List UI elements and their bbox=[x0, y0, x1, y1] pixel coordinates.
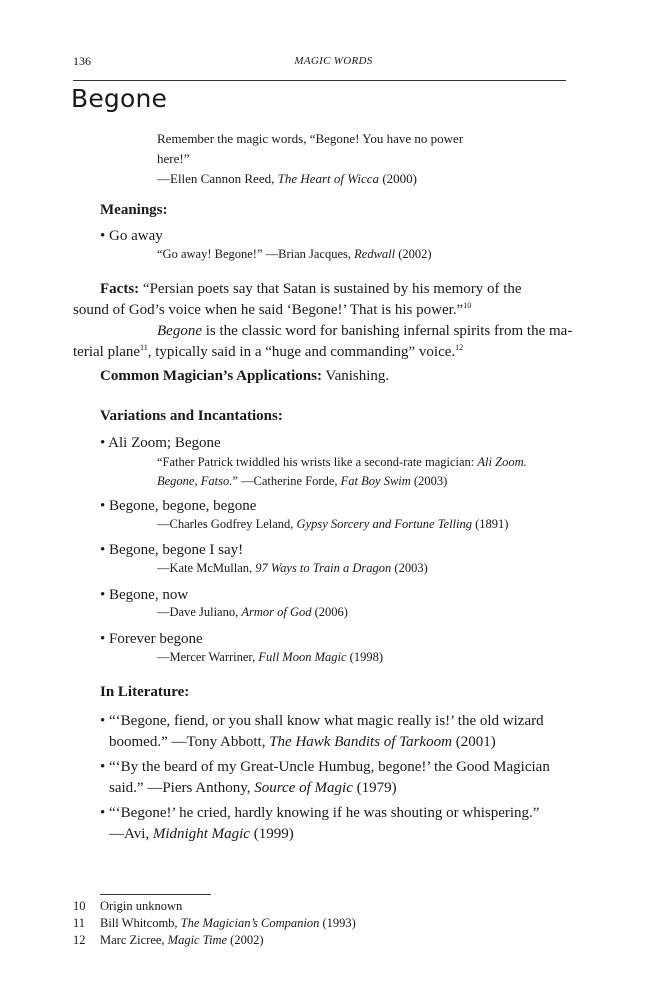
literature-heading: In Literature: bbox=[100, 684, 190, 700]
footnote: 12 Marc Zicree, Magic Time (2002) bbox=[73, 933, 264, 947]
list-item: • “‘By the beard of my Great-Uncle Humbug, begone!’ the Good Magician said.” —Piers Anthony, Source of Magic (1979) bbox=[100, 759, 550, 796]
list-item: • Begone, begone I say! bbox=[100, 542, 244, 558]
variations-heading: Variations and Incantations: bbox=[100, 408, 283, 424]
entry-title: Begone bbox=[71, 84, 168, 113]
list-item: • Ali Zoom; Begone bbox=[100, 435, 221, 451]
list-item: • Begone, begone, begone bbox=[100, 498, 257, 514]
facts-line: sound of God’s voice when he said ‘Begone!’ That is his power.”$^{10}$ bbox=[73, 301, 472, 318]
applications-line: Common Magician’s Applications: Vanishing. bbox=[100, 368, 390, 384]
attribution: —Kate McMullan, 97 Ways to Train a Dragon (2003) bbox=[157, 561, 428, 575]
footnote: 11 Bill Whitcomb, The Magician’s Companion (1993) bbox=[73, 916, 356, 930]
epigraph-line: Remember the magic words, “Begone! You have no power bbox=[157, 131, 464, 146]
facts-line: Begone is the classic word for banishing infernal spirits from the ma- bbox=[157, 323, 573, 339]
list-item: • “‘Begone, fiend, or you shall know what magic really is!’ the old wizard boomed.” —Tony Abbott, The Hawk Bandits of Tarkoom (2001) bbox=[100, 713, 544, 750]
attribution: —Charles Godfrey Leland, Gypsy Sorcery and Fortune Telling (1891) bbox=[157, 517, 509, 531]
facts-line: Facts: “Persian poets say that Satan is sustained by his memory of the bbox=[100, 281, 522, 297]
attribution: —Mercer Warriner, Full Moon Magic (1998) bbox=[157, 650, 383, 664]
attribution: —Dave Juliano, Armor of God (2006) bbox=[157, 605, 348, 619]
quote: “Go away! Begone!” —Brian Jacques, Redwall (2002) bbox=[157, 247, 432, 261]
epigraph bbox=[157, 129, 463, 189]
facts-paragraph bbox=[73, 279, 573, 363]
list-item: • Forever begone bbox=[100, 631, 203, 647]
list-item: • Begone, now bbox=[100, 587, 189, 603]
list-item: • Go away bbox=[100, 228, 163, 244]
meanings-heading: Meanings: bbox=[100, 202, 168, 218]
list-item: • “‘Begone!’ he cried, hardly knowing if he was shouting or whispering.” —Avi, Midnight Magic (1999) bbox=[100, 805, 540, 842]
epigraph-attribution: —Ellen Cannon Reed, The Heart of Wicca (2000) bbox=[157, 171, 417, 186]
quote: “Father Patrick twiddled his wrists like a second-rate magician: Ali Zoom. Begone, Fatso.” —Catherine Forde, Fat Boy Swim (2003) bbox=[157, 455, 527, 488]
epigraph-line: here!” bbox=[157, 151, 190, 166]
header-rule bbox=[73, 80, 566, 81]
footnote: 10 Origin unknown bbox=[73, 899, 183, 913]
footnote-rule bbox=[100, 894, 211, 895]
facts-line: terial plane$^{11}$, typically said in a “huge and commanding” voice.$^{12}$ bbox=[73, 343, 464, 360]
page-number: 136 bbox=[73, 54, 91, 68]
running-title: MAGIC WORDS bbox=[294, 55, 373, 67]
